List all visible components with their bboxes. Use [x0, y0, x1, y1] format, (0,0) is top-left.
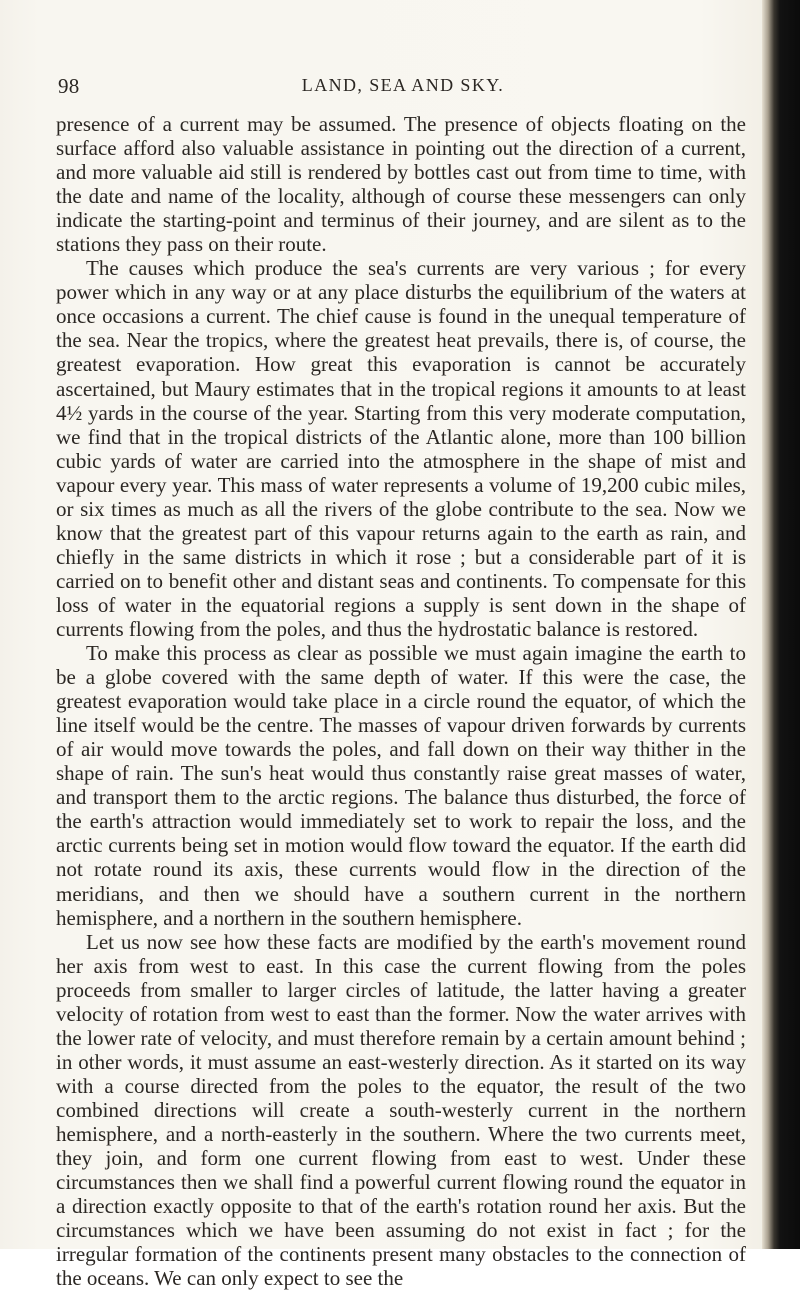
body-text — [56, 112, 746, 1290]
paragraph: To make this process as clear as possible we must again imagine the earth to be a globe covered with the same depth of water. If this were the case, the greatest evaporation would take place in a circle round the equator, of which the line itself would be the centre. The masses of vapour driven forwards by currents of air would move towards the poles, and fall down on their way thither in the shape of rain. The sun's heat would thus constantly raise great masses of water, and transport them to the arctic regions. The balance thus disturbed, the force of the earth's attraction would immediately set to work to repair the loss, and the arctic currents being set in motion would flow toward the equator. If the earth did not rotate round its axis, these currents would flow in the direction of the meridians, and then we should have a southern current in the northern hemisphere, and a northern in the southern hemisphere. — [56, 641, 746, 930]
running-title: LAND, SEA AND SKY. — [301, 75, 505, 95]
paragraph: presence of a current may be assumed. The presence of objects floating on the surface afford also valuable assistance in pointing out the direction of a current, and more valuable aid still is rendered by bottles cast out from time to time, with the date and name of the locality, although of course these messengers can only indicate the starting-point and terminus of their journey, and are silent as to the stations they pass on their route. — [56, 112, 746, 257]
paragraph: The causes which produce the sea's currents are very various ; for every power which in any way or at any place disturbs the equilibrium of the waters at once occasions a current. The chief cause is found in the unequal temperature of the sea. Near the tropics, where the greatest heat prevails, there is, of course, the greatest evaporation. How great this evaporation is cannot be accurately ascertained, but Maury estimates that in the tropical regions it amounts to at least 4½ yards in the course of the year. Starting from this very moderate computation, we find that in the tropical districts of the Atlantic alone, more than 100 billion cubic yards of water are carried into the atmosphere in the shape of mist and vapour every year. This mass of water represents a volume of 19,200 cubic miles, or six times as much as all the rivers of the globe contribute to the sea. Now we know that the greatest part of this vapour returns again to the earth as rain, and chiefly in the same districts in which it rose ; but a considerable part of it is carried on to benefit other and distant seas and continents. To compensate for this loss of water in the equatorial regions a supply is sent down in the shape of currents flowing from the poles, and thus the hydrostatic balance is restored. — [56, 256, 746, 641]
running-head — [58, 74, 748, 104]
paragraph: Let us now see how these facts are modified by the earth's movement round her axis from west to east. In this case the current flowing from the poles proceeds from smaller to larger circles of latitude, the latter having a greater velocity of rotation from west to east than the former. Now the water arrives with the lower rate of velocity, and must therefore remain by a certain amount behind ; in other words, it must assume an east-westerly direction. As it started on its way with a course directed from the poles to the equator, the result of the two combined directions will create a south-westerly current in the northern hemisphere, and a north-easterly in the southern. Where the two currents meet, they join, and form one current flowing from east to west. Under these circumstances then we shall find a powerful current flowing round the equator in a direction exactly opposite to that of the earth's rotation round her axis. But the circumstances which we have been assuming do not exist in fact ; for the irregular formation of the continents present many obstacles to the connection of the oceans. We can only expect to see the — [56, 929, 746, 1290]
page-number: 98 — [58, 74, 80, 98]
book-spine-edge — [762, 0, 800, 1249]
